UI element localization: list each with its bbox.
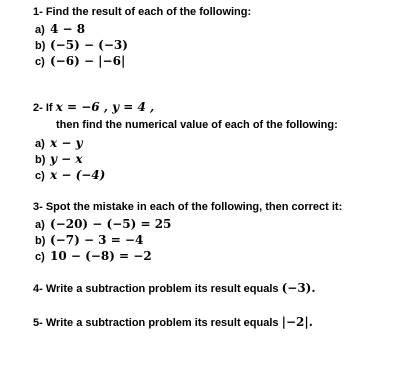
question-2-item-a bbox=[35, 137, 83, 150]
question-3-heading: 3- Spot the mistake in each of the following, then correct it: bbox=[33, 201, 343, 213]
item-expression: (−7) − 3 = −4 bbox=[50, 233, 144, 247]
item-expression: (−5) − (−3) bbox=[50, 38, 128, 52]
question-2-item-b bbox=[35, 153, 83, 166]
question-5-heading bbox=[33, 316, 313, 329]
question-1-item-b bbox=[35, 39, 128, 52]
question-3-item-a bbox=[35, 218, 171, 231]
item-label: b) bbox=[35, 154, 46, 166]
question-5-heading-math: |−2|. bbox=[281, 315, 313, 329]
question-2-heading-prefix: 2- If bbox=[33, 102, 53, 114]
item-expression: (−6) − |−6| bbox=[50, 54, 126, 68]
question-2-item-c bbox=[35, 169, 105, 182]
question-4-heading bbox=[33, 282, 316, 295]
item-label: c) bbox=[35, 170, 45, 182]
question-2-subheading: then find the numerical value of each of the following: bbox=[56, 119, 338, 131]
item-label: c) bbox=[35, 56, 45, 68]
item-expression: x − y bbox=[50, 136, 83, 150]
question-4-heading-text: 4- Write a subtraction problem its result equals bbox=[33, 283, 279, 295]
question-1-heading: 1- Find the result of each of the following: bbox=[33, 6, 252, 18]
item-label: a) bbox=[35, 219, 45, 231]
item-label: b) bbox=[35, 235, 46, 247]
question-2-heading-math: x = −6 , y = 4 , bbox=[55, 100, 155, 114]
question-5-heading-text: 5- Write a subtraction problem its result equals bbox=[33, 317, 279, 329]
item-expression: x − (−4) bbox=[50, 168, 106, 182]
item-label: c) bbox=[35, 251, 45, 263]
item-expression: y − x bbox=[50, 152, 83, 166]
item-expression: (−20) − (−5) = 25 bbox=[50, 217, 172, 231]
question-3-item-b bbox=[35, 234, 143, 247]
question-2-heading bbox=[33, 101, 154, 114]
question-1-item-c bbox=[35, 55, 125, 68]
item-label: b) bbox=[35, 40, 46, 52]
item-expression: 4 − 8 bbox=[50, 22, 86, 36]
question-3-item-c bbox=[35, 250, 152, 263]
item-label: a) bbox=[35, 24, 45, 36]
item-expression: 10 − (−8) = −2 bbox=[50, 249, 152, 263]
question-4-heading-math: (−3). bbox=[281, 281, 316, 295]
question-1-item-a bbox=[35, 23, 85, 36]
item-label: a) bbox=[35, 138, 45, 150]
